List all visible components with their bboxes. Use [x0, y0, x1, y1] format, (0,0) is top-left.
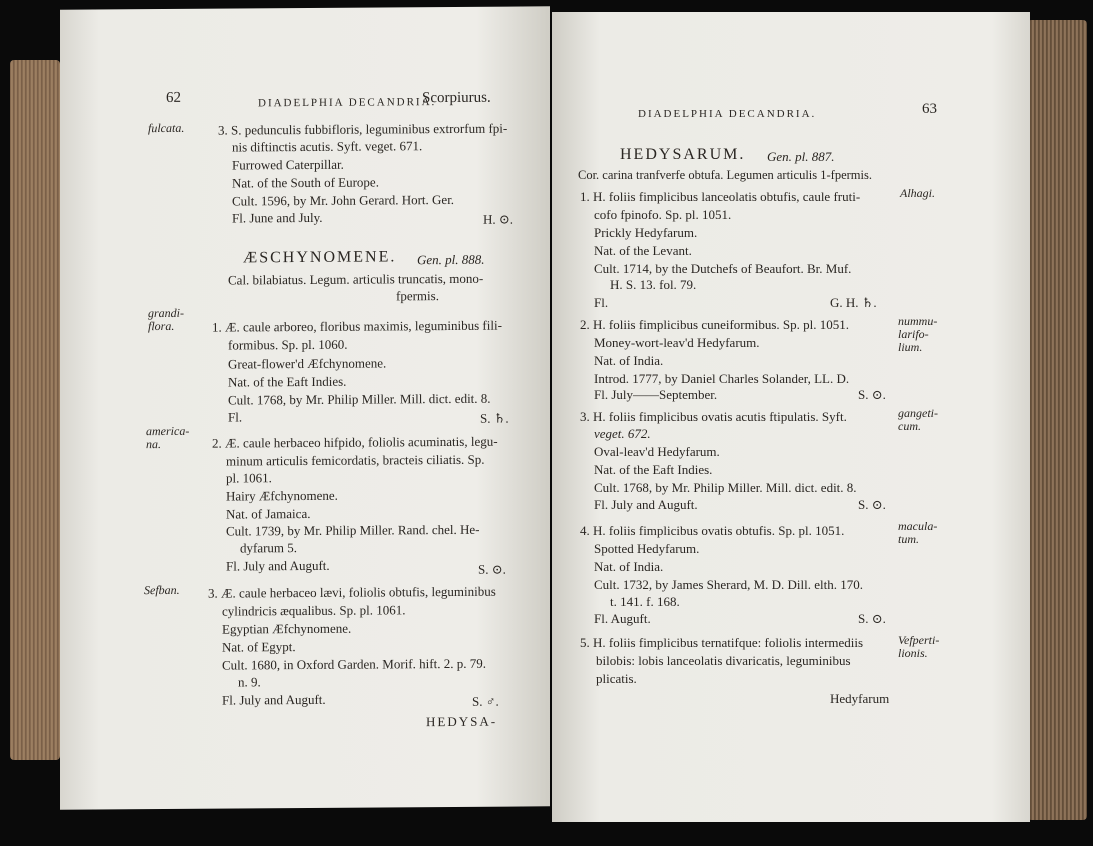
species-line: 2. H. foliis fimplicibus cuneiformibus. Sp. pl. 1051. — [580, 317, 850, 332]
margin-note: fulcata. — [148, 120, 185, 136]
running-head-genus: Scorpiurus. — [422, 89, 491, 107]
genus-title: HEDYSARUM. — [620, 146, 746, 163]
common-name: Money-wort-leav'd Hedyfarum. — [594, 335, 760, 350]
catchword: HEDYSA- — [426, 713, 498, 730]
cult-line: t. 141. f. 168. — [610, 594, 680, 609]
margin-note: nummu- — [898, 314, 938, 328]
native-line: Nat. of Jamaica. — [226, 505, 311, 522]
cult-line: Cult. 1596, by Mr. John Gerard. Hort. Ger. — [232, 191, 455, 209]
flower-line: Fl. July and Auguft. — [226, 557, 330, 574]
right-page-edges — [1027, 20, 1087, 820]
flower-line: Fl. July——September. — [594, 387, 718, 402]
symbol: S. ♄. — [480, 410, 509, 426]
species-line: veget. 672. — [594, 426, 651, 441]
native-line: Nat. of the Levant. — [594, 243, 692, 258]
margin-note: flora. — [148, 318, 175, 334]
running-head: DIADELPHIA DECANDRIA. — [638, 108, 817, 120]
genus-title: ÆSCHYNOMENE. — [243, 248, 397, 267]
common-name: Prickly Hedyfarum. — [594, 225, 698, 240]
species-line: 4. H. foliis fimplicibus ovatis obtufis. Sp. pl. 1051. — [580, 523, 845, 538]
margin-note: grandi- — [148, 305, 184, 321]
margin-note: tum. — [898, 532, 919, 546]
margin-note: larifo- — [898, 327, 929, 341]
symbol: S. ⊙. — [858, 611, 886, 626]
species-line: 5. H. foliis fimplicibus ternatifque: foliolis intermediis — [580, 635, 864, 650]
genus-characters: Cal. bilabiatus. Legum. articulis truncatis, mono- — [228, 270, 484, 288]
cult-line: Cult. 1768, by Mr. Philip Miller. Mill. dict. edit. 8. — [594, 480, 857, 495]
native-line: Nat. of the Eaft Indies. — [228, 373, 347, 390]
margin-note: america- — [146, 423, 190, 439]
flower-line: Fl. Auguft. — [594, 611, 651, 626]
genus-characters: fpermis. — [396, 288, 439, 304]
native-line: Nat. of Egypt. — [222, 639, 296, 655]
cult-line: n. 9. — [238, 674, 261, 690]
margin-note: lium. — [898, 340, 923, 354]
native-line: Nat. of India. — [594, 353, 664, 368]
cult-line: Cult. 1739, by Mr. Philip Miller. Rand. chel. He- — [226, 521, 480, 539]
symbol: S. ⊙. — [478, 561, 506, 577]
left-page — [60, 6, 550, 809]
species-line: 2. Æ. caule herbaceo hifpido, foliolis acuminatis, legu- — [212, 433, 498, 451]
common-name: Hairy Æfchynomene. — [226, 487, 338, 504]
running-head: DIADELPHIA DECANDRIA. — [258, 96, 437, 110]
symbol: G. H. ♄. — [830, 295, 877, 310]
common-name: Great-flower'd Æfchynomene. — [228, 355, 387, 372]
common-name: Spotted Hedyfarum. — [594, 541, 700, 556]
margin-note: na. — [146, 437, 161, 452]
native-line: Nat. of India. — [594, 559, 664, 574]
genus-ref: Gen. pl. 887. — [767, 149, 835, 164]
species-line: 3. H. foliis fimplicibus ovatis acutis ftipulatis. Syft. — [580, 409, 847, 424]
page-number: 63 — [922, 101, 937, 117]
cult-line: H. S. 13. fol. 79. — [610, 277, 697, 292]
margin-note: Vefperti- — [898, 633, 940, 647]
cult-line: Cult. 1768, by Mr. Philip Miller. Mill. dict. edit. 8. — [228, 390, 491, 408]
cult-line: Cult. 1714, by the Dutchefs of Beaufort. Br. Muf. — [594, 261, 852, 276]
margin-note: Alhagi. — [900, 186, 935, 200]
cult-line: dyfarum 5. — [240, 540, 298, 556]
species-line: 3. S. pedunculis fubbifloris, leguminibus extrorfum fpi- — [218, 120, 508, 138]
cult-line: Cult. 1680, in Oxford Garden. Morif. hift. 2. p. 79. — [222, 655, 486, 673]
flower-line: Fl. July and Auguft. — [222, 691, 326, 708]
right-page — [552, 12, 1030, 822]
common-name: Furrowed Caterpillar. — [232, 156, 344, 173]
species-line: formibus. Sp. pl. 1060. — [228, 336, 348, 353]
genus-characters: Cor. carina tranfverfe obtufa. Legumen articulis 1-fpermis. — [578, 168, 872, 182]
flower-line: Fl. — [594, 295, 609, 310]
flower-line: Fl. — [228, 409, 243, 425]
margin-note: Sefban. — [144, 582, 180, 598]
species-line: plicatis. — [596, 671, 637, 686]
species-line: cofo fpinofo. Sp. pl. 1051. — [594, 207, 732, 222]
symbol: S. ⊙. — [858, 497, 886, 512]
common-name: Oval-leav'd Hedyfarum. — [594, 444, 720, 459]
symbol: H. ⊙. — [483, 211, 514, 227]
species-line: 1. H. foliis fimplicibus lanceolatis obtufis, caule fruti- — [580, 189, 861, 204]
page-number: 62 — [166, 89, 181, 106]
margin-note: cum. — [898, 419, 921, 433]
symbol: S. ♂. — [472, 693, 499, 709]
native-line: Nat. of the Eaft Indies. — [594, 462, 713, 477]
native-line: Nat. of the South of Europe. — [232, 174, 379, 191]
cult-line: Introd. 1777, by Daniel Charles Solander, LL. D. — [594, 371, 850, 386]
flower-line: Fl. June and July. — [232, 209, 323, 226]
margin-note: macula- — [898, 519, 938, 533]
species-line: pl. 1061. — [226, 470, 272, 486]
left-page-edges — [10, 60, 60, 760]
catchword: Hedyfarum — [830, 691, 890, 706]
common-name: Egyptian Æfchynomene. — [222, 620, 352, 637]
species-line: 3. Æ. caule herbaceo lævi, foliolis obtufis, leguminibus — [208, 583, 496, 601]
species-line: nis diftinctis acutis. Syft. veget. 671. — [232, 138, 423, 155]
symbol: S. ⊙. — [858, 387, 886, 402]
species-line: 1. Æ. caule arboreo, floribus maximis, leguminibus fili- — [212, 317, 502, 335]
cult-line: Cult. 1732, by James Sherard, M. D. Dill. elth. 170. — [594, 577, 864, 592]
genus-ref: Gen. pl. 888. — [417, 251, 485, 268]
species-line: bilobis: lobis lanceolatis divaricatis, leguminibus — [596, 653, 851, 668]
species-line: minum articulis femicordatis, bracteis ciliatis. Sp. — [226, 451, 485, 469]
flower-line: Fl. July and Auguft. — [594, 497, 698, 512]
margin-note: lionis. — [898, 646, 928, 660]
species-line: cylindricis æqualibus. Sp. pl. 1061. — [222, 602, 406, 619]
margin-note: gangeti- — [898, 406, 938, 420]
